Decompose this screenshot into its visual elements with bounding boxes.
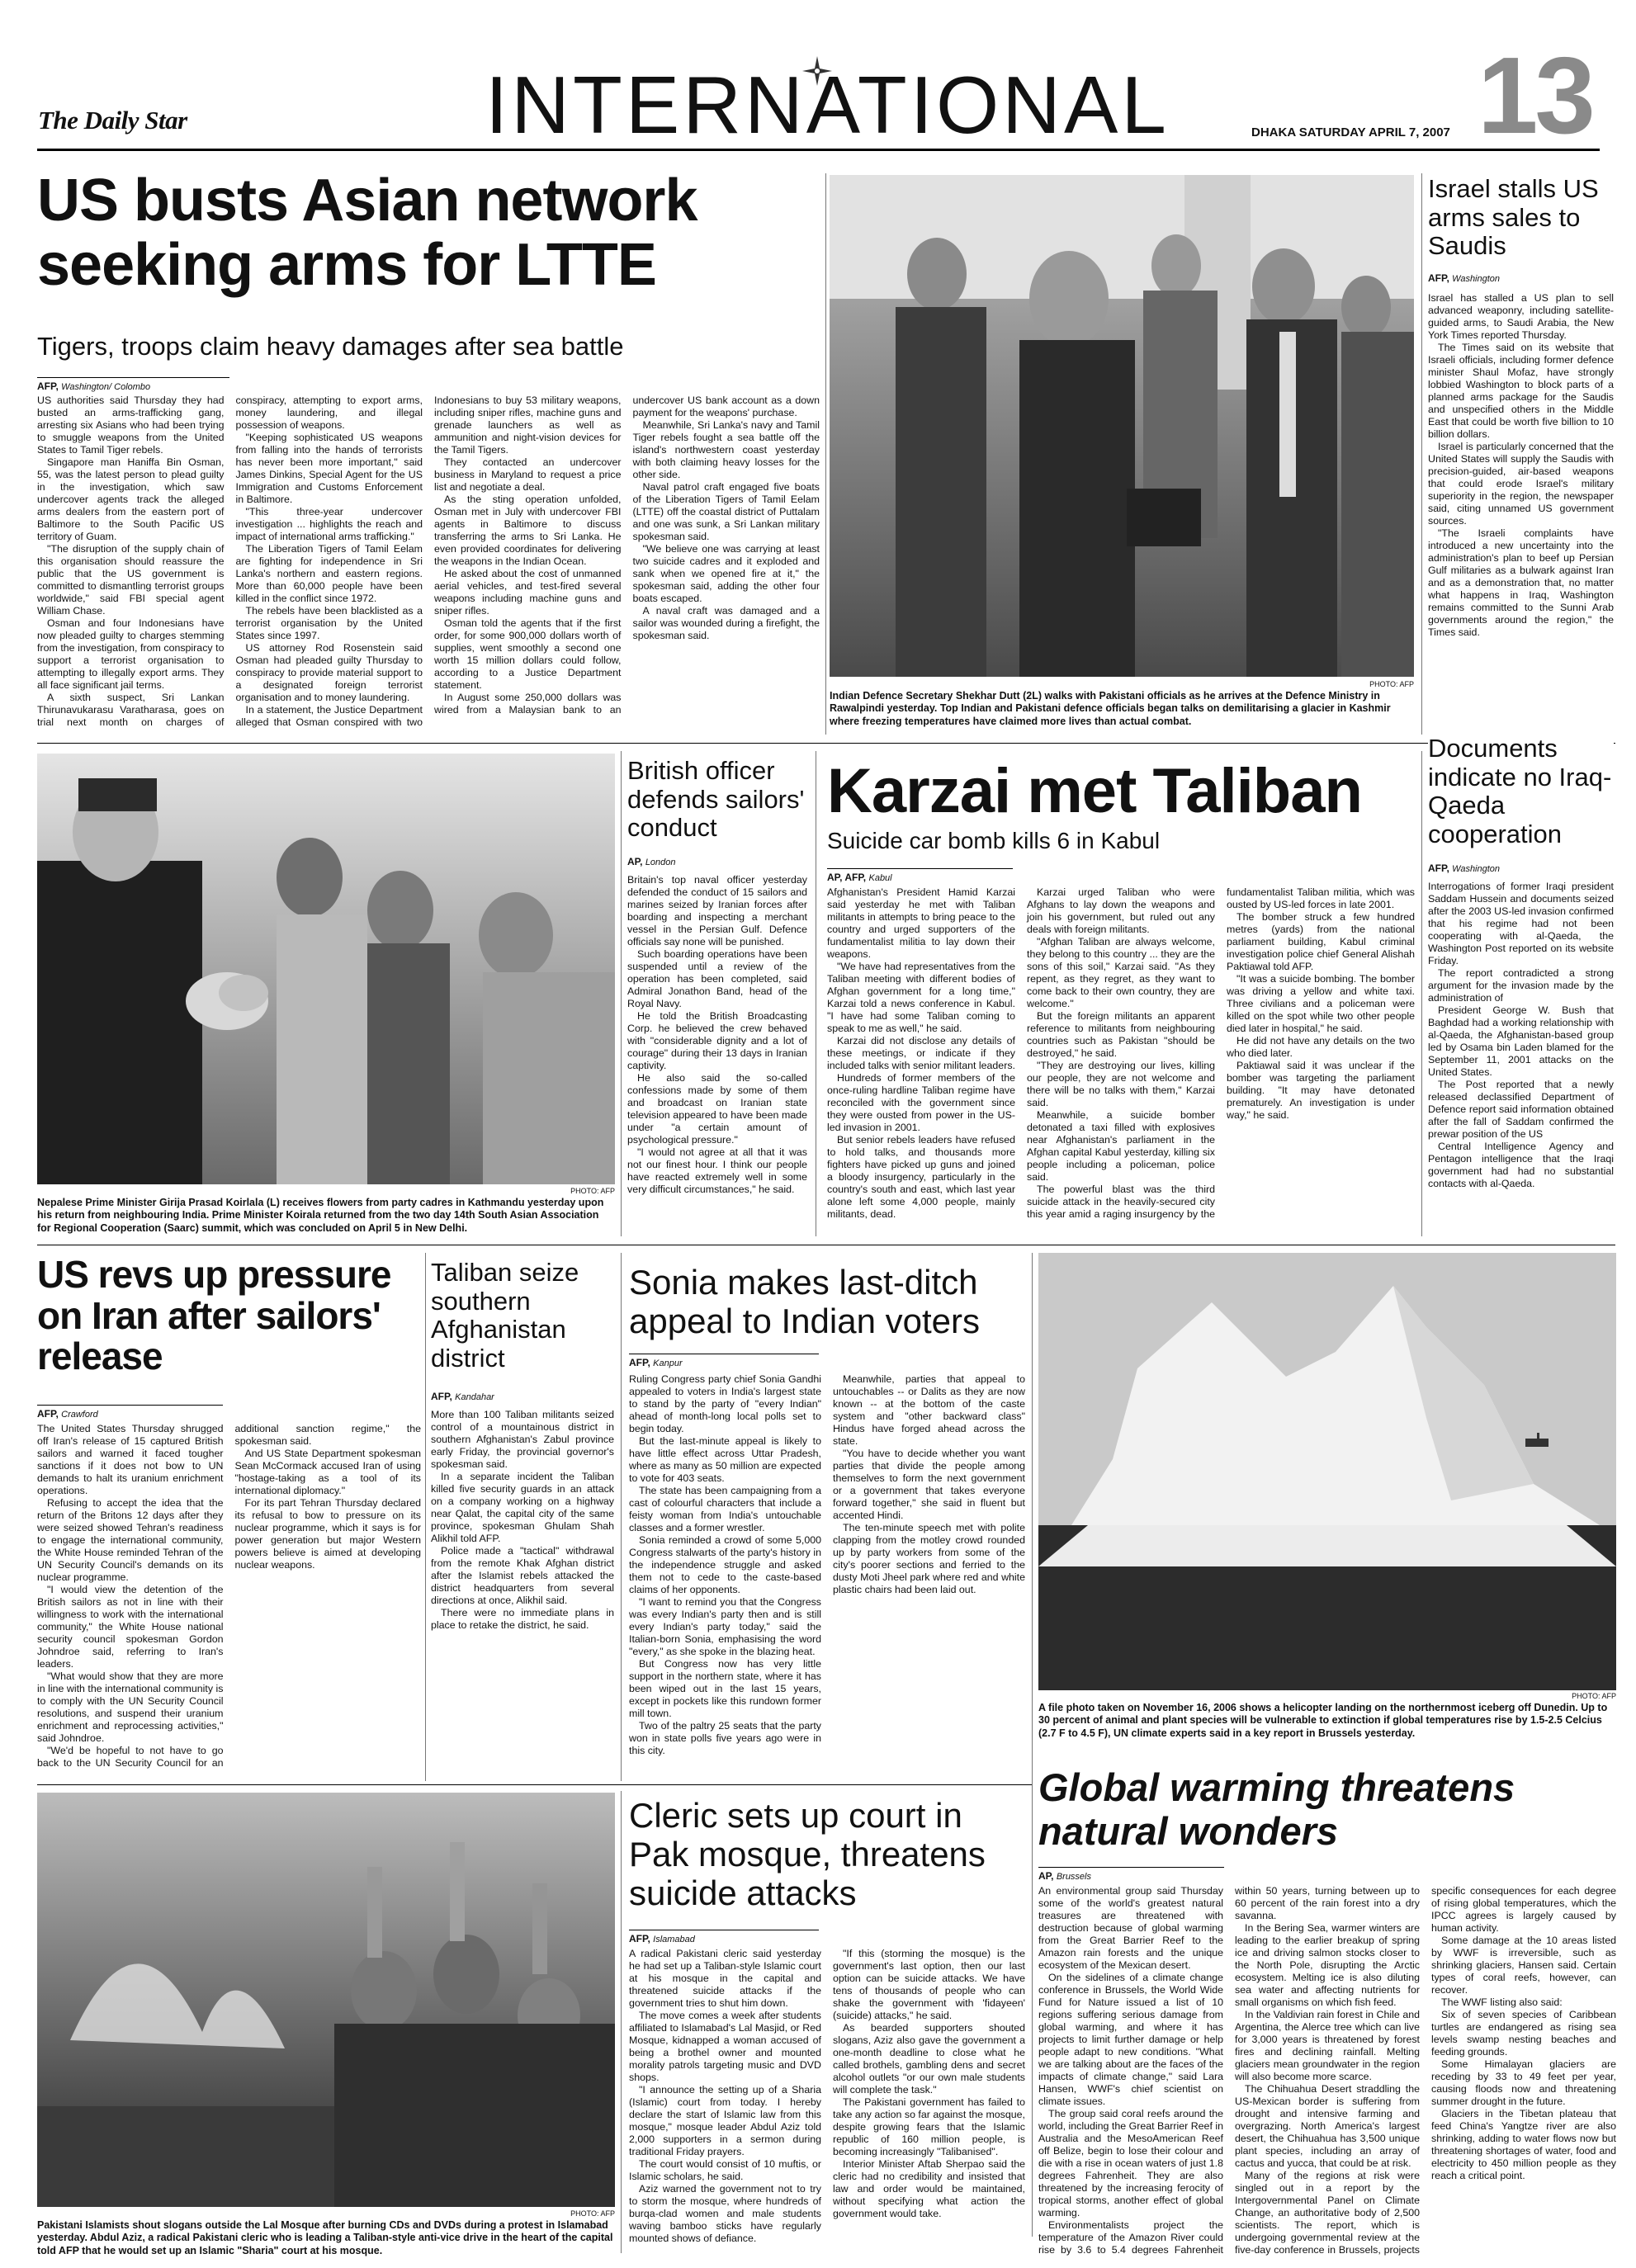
sonia-headline: Sonia makes last-ditch appeal to Indian voters bbox=[629, 1263, 980, 1341]
cleric-place: Islamabad bbox=[653, 1935, 695, 1944]
cleric-body bbox=[629, 1948, 1025, 2261]
iran-headline: US revs up pressure on Iran after sailors' release bbox=[37, 1253, 391, 1378]
body-paragraph: More than 100 Taliban militants seized control of a mountainous district in southern Afghanistan's Zabul province early Friday, the provincial governor's spokesman said. bbox=[431, 1409, 614, 1470]
ltte-agency: AFP, bbox=[37, 380, 59, 392]
body-paragraph: In the Bering Sea, warmer winters are leading to the earlier breakup of spring ice and driving salmon stocks closer to the North Pole, disrupting the Arctic ecosystem. Melting ice is also diluting sea water and affecting nutrients for small organisms on which fish feed. bbox=[1235, 1922, 1420, 2008]
british-body bbox=[627, 874, 807, 1237]
sonia-byline bbox=[629, 1354, 819, 1368]
iraq-place: Washington bbox=[1452, 864, 1501, 874]
british-headline: British officer defends sailors' conduct bbox=[627, 756, 805, 843]
nepal-prime-minister-photo bbox=[37, 754, 615, 1184]
defence-photo-caption: Indian Defence Secretary Shekhar Dutt (2L) walks with Pakistani officials as he arrives at the Defence Ministry in Rawalpindi yesterday. Top Indian and Pakistani defence officials began talks on demilitarising a glacier in Kashmir where freezing temperatures have claimed more lives than actual combat. bbox=[830, 690, 1391, 727]
iraq-agency: AFP, bbox=[1428, 862, 1449, 874]
body-paragraph: "If this (storming the mosque) is the government's last option, then our last option can be suicide attacks. We have tens of thousands of people who can shake the government with 'fidayeen' (suicide) attacks," he said. bbox=[833, 1948, 1025, 2021]
divider bbox=[425, 1253, 426, 1781]
pakistan-photo-credit: PHOTO: AFP bbox=[570, 2209, 615, 2218]
body-paragraph: Osman told the agents that if the first order, for some 900,000 dollars worth of supplies, went smoothly a second one worth 15 million dollars could follow, according to a Justice Department statement. bbox=[434, 617, 622, 691]
body-paragraph: An environmental group said Thursday some of the world's greatest natural treasures are threatened with destruction because of global warming from the Great Barrier Reef to the Amazon rain forests and the unique ecosystem of the Mexican desert. bbox=[1038, 1885, 1223, 1971]
iraq-byline bbox=[1428, 860, 1610, 874]
defence-photo-credit: PHOTO: AFP bbox=[1369, 680, 1414, 688]
body-paragraph: President George W. Bush that Baghdad had a working relationship with al-Qaeda, the Afghanistan-based group led by Osama bin Laden blamed for the September 11, 2001 attacks on the United States. bbox=[1428, 1004, 1614, 1078]
body-paragraph: Some damage at the 10 areas listed by WWF is irreversible, such as shrinking glaciers, Hansen said. Certain types of coral reefs, however, can recover. bbox=[1431, 1935, 1616, 1996]
body-paragraph: The Chihuahua Desert straddling the US-Mexican border is suffering from drought and intensive farming and overgrazing. North America's largest desert, the Chihuahua has 3,500 unique plant species, including an array of cactus and yucca, that could be at risk. bbox=[1235, 2083, 1420, 2169]
body-paragraph: The powerful blast was the third suicide attack in the heavily-secured city this year amid a raging insurgency by the fundamentalist Taliban militia, which was ousted by US-led forces in late 2001. bbox=[1027, 886, 1415, 1220]
karzai-headline: Karzai met Taliban bbox=[827, 756, 1362, 826]
body-paragraph: The move comes a week after students affiliated to Islamabad's Lal Masjid, or Red Mosque, kidnapped a woman accused of being a brothel owner and mounted morality patrols targeting music and DVD shops. bbox=[629, 2010, 821, 2083]
body-paragraph: The group said coral reefs around the world, including the Great Barrier Reef in Australia and the MesoAmerican Reef off Belize, begin to lose their colour and die with a rise in ocean waters of just 1.8 degrees Fahrenheit. They are also threatened by the increasing ferocity of tropical storms, another effect of global warming. bbox=[1038, 2108, 1223, 2218]
body-paragraph: Afghanistan's President Hamid Karzai said yesterday he met with Taliban militants in attempts to bring peace to the country and urged supporters of the fundamentalist militia to lay down their weapons. bbox=[827, 886, 1015, 960]
divider bbox=[1032, 1253, 1033, 2237]
iceberg-helicopter-photo bbox=[1038, 1253, 1616, 1690]
body-paragraph: He told the British Broadcasting Corp. he believed the crew behaved with "considerable dignity and a lot of courage" during their 13 days in Iranian captivity. bbox=[627, 1010, 807, 1071]
ltte-deck: Tigers, troops claim heavy damages after sea battle bbox=[37, 332, 624, 361]
masthead-rule bbox=[37, 149, 1600, 151]
body-paragraph: Hundreds of former members of the once-ruling hardline Taliban regime have reconciled with the government since they were ousted from power in the US-led invasion in 2001. bbox=[827, 1072, 1015, 1133]
body-paragraph: The bomber struck a few hundred metres (yards) from the national parliament building, Kabul criminal investigation police chief General Alishah Paktiawal told AFP. bbox=[1227, 911, 1415, 972]
israel-byline bbox=[1428, 270, 1610, 284]
karzai-body bbox=[827, 886, 1415, 1238]
body-paragraph: The ten-minute speech met with polite clapping from the motley crowd rounded up by party workers from some of the city's poorer sections and ferried to the dusty Moti Jheel park where red and white plastic chairs had been laid out. bbox=[833, 1522, 1025, 1595]
body-paragraph: But the foreign militants an apparent reference to militants from neighbouring countries such as Pakistan "should be destroyed," he said. bbox=[1027, 1010, 1215, 1059]
body-paragraph: But the last-minute appeal is likely to have little effect across Uttar Pradesh, where as many as 50 million are expected to vote for 403 seats. bbox=[629, 1435, 821, 1484]
body-paragraph: The Post reported that a newly released declassified Department of Defence report said information obtained after the fall of Saddam confirmed the prewar position of the US bbox=[1428, 1079, 1614, 1140]
body-paragraph: As the sting operation unfolded, Osman met in July with undercover FBI agents in Baltimore to discuss transferring the arms to Sri Lanka. He even provided coordinates for delivering the weapons in the Indian Ocean. bbox=[434, 494, 622, 567]
body-paragraph: "I would not agree at all that it was not our finest hour. I think our people have reacted extremely well in some very difficult circumstances," he said. bbox=[627, 1146, 807, 1195]
divider bbox=[621, 1791, 622, 2253]
iran-agency: AFP, bbox=[37, 1408, 59, 1420]
body-paragraph: Karzai did not disclose any details of these meetings, or indicate if they included talks with senior militant leaders. bbox=[827, 1035, 1015, 1071]
pakistan-protest-photo bbox=[37, 1793, 615, 2207]
body-paragraph: But senior rebels leaders have refused to hold talks, and thousands more fighters have picked up guns and joined a bloody insurgency, particularly in the country's south and east, which last year alone left some 4,000 people, mainly militants, dead. bbox=[827, 1134, 1015, 1220]
body-paragraph: But Congress now has very little support in the northern state, where it has been wiped out in the last 15 years, except in pockets like this rundown former mill town. bbox=[629, 1658, 821, 1719]
body-paragraph: Glaciers in the Tibetan plateau that feed China's Yangtze river are also shrinking, adding to water flows now but threatening shortages of water, food and electricity to 450 million people as they reach a critical point. bbox=[1431, 2108, 1616, 2181]
body-paragraph: The WWF listing also said: bbox=[1441, 1996, 1563, 2008]
dateline: DHAKA SATURDAY APRIL 7, 2007 bbox=[1251, 125, 1450, 139]
body-paragraph: In a statement, the Justice Department alleged that Osman conspired with two Indonesians to buy 53 military weapons, including sniper rifles, machine guns and grenade launchers as well as ammunition and night-vision devices for the Tamil Tigers. bbox=[235, 395, 622, 728]
ltte-headline: US busts Asian network seeking arms for LTTE bbox=[37, 168, 697, 298]
divider bbox=[621, 751, 622, 1236]
section-rule bbox=[37, 1784, 1032, 1785]
body-paragraph: He asked about the cost of unmanned aerial vehicles, and test-fired several weapons including machine guns and sniper rifles. bbox=[434, 568, 622, 617]
iceberg-photo-credit: PHOTO: AFP bbox=[1572, 1692, 1616, 1700]
warming-agency: AP, bbox=[1038, 1870, 1054, 1882]
body-paragraph: And US State Department spokesman Sean McCormack accused Iran of using "hostage-taking as a tool of its international diplomacy." bbox=[234, 1448, 421, 1496]
sonia-agency: AFP, bbox=[629, 1357, 650, 1368]
nepal-photo-caption: Nepalese Prime Minister Girija Prasad Koirlala (L) receives flowers from party cadres in Kathmandu yesterday upon his return from neighbouring India. Prime Minister Koirala returned from the two day 14th South Asian Association for Regional Cooperation (Saarc) summit, which was concluded on April 5 in New Delhi. bbox=[37, 1197, 604, 1234]
sonia-place: Kanpur bbox=[653, 1358, 683, 1368]
body-paragraph: A naval craft was damaged and a sailor was wounded during a firefight, the spokesman said. bbox=[632, 605, 820, 641]
body-paragraph: Britain's top naval officer yesterday defended the conduct of 15 sailors and marines seized by Iranian forces after boarding and inspecting a merchant vessel in the Persian Gulf. Defence officials say none will be punished. bbox=[627, 874, 807, 947]
taliban-district-byline bbox=[431, 1388, 612, 1402]
body-paragraph: "Keeping sophisticated US weapons from falling into the hands of terrorists has never been more important," said James Dinkins, Special Agent for the US Immigration and Customs Enforcement in Baltimore. bbox=[235, 432, 423, 505]
body-paragraph: "You have to decide whether you want parties that divide the people among themselves to form the next government or a government that takes everyone forward together," she said in fluent but accented Hindi. bbox=[833, 1448, 1025, 1521]
body-paragraph: A sixth suspect, Sri Lankan Thirunavukarasu Varatharasa, goes on trial next month on charges of conspiracy, attempting to export arms, money laundering, and illegal possession of weapons. bbox=[37, 395, 423, 728]
body-paragraph: Central Intelligence Agency and Pentagon intelligence that the Iraqi government had had no substantial contacts with al-Qaeda. bbox=[1428, 1141, 1614, 1189]
paper-logo: The Daily Star bbox=[38, 106, 187, 135]
body-paragraph: Two of the paltry 25 seats that the party won in state polls five years ago were in this city. bbox=[629, 1720, 821, 1756]
body-paragraph: Israel has stalled a US plan to sell advanced weaponry, including satellite-guided arms, to Saudi Arabia, the New York Times reported Thursday. bbox=[1428, 292, 1614, 341]
cleric-headline: Cleric sets up court in Pak mosque, threatens suicide attacks bbox=[629, 1796, 986, 1913]
iran-body bbox=[37, 1423, 421, 1771]
body-paragraph: Karzai urged Taliban who were Afghans to lay down the weapons and join his government, but ruled out any deals with foreign militants. bbox=[1027, 886, 1215, 935]
body-paragraph: On the sidelines of a climate change conference in Brussels, the World Wide Fund for Nature issued a list of 10 regions suffering serious damage from global warming, and where it has projects to limit further damage or help people adapt to new conditions. "What we are talking about are the faces of the impacts of climate change," said Lara Hansen, WWF's chief scientist on climate issues. bbox=[1038, 1972, 1223, 2107]
body-paragraph: Six of seven species of Caribbean turtles are endangered as rising sea levels swamp nesting beaches and feeding grounds. bbox=[1431, 2009, 1616, 2058]
karzai-byline bbox=[827, 868, 1013, 883]
british-place: London bbox=[645, 858, 676, 867]
body-paragraph: Many of the regions at risk were singled out in a report by the Intergovernmental Panel on Climate Change, an authoritative body of 2,500 scientists. The report, which is undergoing governmental review at the five-day conference in Brussels, projects specific consequences for each degree of rising global temperatures, which the IPCC agrees is largely caused by human activity. bbox=[1235, 1885, 1616, 2256]
ltte-body bbox=[37, 395, 820, 730]
taliban-district-headline: Taliban seize southern Afghanistan district bbox=[431, 1258, 579, 1373]
body-paragraph: US authorities said Thursday they had busted an arms-trafficking gang, arresting six Asians who had been trying to smuggle weapons from the United States to Tamil Tiger rebels. bbox=[37, 395, 225, 456]
defence-ministry-photo bbox=[830, 175, 1414, 677]
warming-byline bbox=[1038, 1867, 1224, 1882]
body-paragraph: Some Himalayan glaciers are receding by 33 to 49 feet per year, causing floods now and threatening summer drought in the future. bbox=[1431, 2058, 1616, 2107]
body-paragraph: Naval patrol craft engaged five boats of the Liberation Tigers of Tamil Eelam (LTTE) off the coastal district of Puttalam and one was sunk, a Sri Lankan military spokesman said. bbox=[632, 481, 820, 542]
taliban-district-agency: AFP, bbox=[431, 1391, 452, 1402]
body-paragraph: A radical Pakistani cleric said yesterday he had set up a Taliban-style Islamic court at his mosque in the capital and threatened suicide attacks if the government tries to shut him down. bbox=[629, 1948, 821, 2009]
body-paragraph: The Liberation Tigers of Tamil Eelam are fighting for independence in Sri Lanka's northern and eastern regions. More than 60,000 people have been killed in the conflict since 1972. bbox=[235, 543, 423, 604]
body-paragraph: Such boarding operations have been suspended until a review of the operation has been completed, said Admiral Jonathon Band, head of the Royal Navy. bbox=[627, 948, 807, 1009]
iraq-body bbox=[1428, 881, 1614, 1237]
body-paragraph: Israel is particularly concerned that the United States will supply the Saudis with precision-guided, air-based weapons that could erode Israel's military superiority in the region, the newspaper said, citing unnamed US government sources. bbox=[1428, 441, 1614, 527]
body-paragraph: Meanwhile, parties that appeal to untouchables -- or Dalits as they are now known -- at the bottom of the caste system and "other backward class" Hindus have forged ahead across the state. bbox=[833, 1373, 1025, 1447]
cleric-byline bbox=[629, 1930, 819, 1944]
iraq-headline: Documents indicate no Iraq-Qaeda cooperation bbox=[1428, 731, 1614, 849]
iran-byline bbox=[37, 1405, 223, 1420]
karzai-agency: AP, AFP, bbox=[827, 872, 867, 883]
body-paragraph: The rebels have been blacklisted as a terrorist organisation by the United States since 1997. bbox=[235, 605, 423, 641]
body-paragraph: In a separate incident the Taliban killed five security guards in an attack on a company working on a highway near Qalat, the capital city of the same province, spokesman Ghulam Shah Alikhil told AFP. bbox=[431, 1471, 614, 1544]
warming-place: Brussels bbox=[1056, 1872, 1091, 1882]
body-paragraph: "This three-year undercover investigation ... highlights the reach and impact of international arms trafficking." bbox=[235, 506, 423, 542]
body-paragraph: Osman and four Indonesians have now pleaded guilty to charges stemming from the investigation, from conspiracy to support a terrorist organisation to attempting to illegally export arms. They all face significant jail terms. bbox=[37, 617, 225, 691]
section-rule bbox=[37, 743, 1615, 744]
warming-body bbox=[1038, 1885, 1616, 2261]
body-paragraph: Aziz warned the government not to try to storm the mosque, where hundreds of burqa-clad women and male students waving bamboo sticks have regularly mounted shows of defiance. bbox=[629, 2183, 821, 2244]
body-paragraph: "Afghan Taliban are always welcome, they belong to this country ... they are the sons of this soil," Karzai said. "As they repent, as they regret, as they want to come back to their own country, they are welcome." bbox=[1027, 936, 1215, 1009]
karzai-deck: Suicide car bomb kills 6 in Kabul bbox=[827, 828, 1161, 853]
body-paragraph: He did not have any details on the two who died later. bbox=[1227, 1035, 1415, 1059]
cleric-agency: AFP, bbox=[629, 1933, 650, 1944]
body-paragraph: "We believe one was carrying at least two suicide cadres and it exploded and sank when we opened fire at it," the spokesman said, adding the other four boats escaped. bbox=[632, 543, 820, 604]
body-paragraph: "It was a suicide bombing. The bomber was driving a yellow and white taxi. Three civilians and a policeman were killed on the spot while two other people died later in hospital," he said. bbox=[1227, 973, 1415, 1034]
body-paragraph: Refusing to accept the idea that the return of the Britons 12 days after they were seized showed Tehran's readiness to engage the international community, the White House reminded Tehran of the UN Security Council's demands on its nuclear programme. bbox=[37, 1497, 224, 1583]
iran-place: Crawford bbox=[61, 1410, 98, 1420]
body-paragraph: In the Valdivian rain forest in Chile and Argentina, the Alerce tree which can live for 3,000 years is threatened by forest fires and declining rainfall. Melting glaciers mean groundwater in the region will also become more scarce. bbox=[1235, 2009, 1420, 2082]
body-paragraph: The court would consist of 10 muftis, or Islamic scholars, he said. bbox=[629, 2158, 821, 2182]
body-paragraph: "What would show that they are more in line with the international community is to comply with the UN Security Council resolutions, and suspend their uranium enrichment and reprocessing activities," said Johndroe. bbox=[37, 1670, 224, 1744]
nepal-photo-credit: PHOTO: AFP bbox=[570, 1187, 615, 1195]
body-paragraph: Sonia reminded a crowd of some 5,000 Congress stalwarts of the party's history in the independence struggle and asked them not to cede to the caste-based claims of her opponents. bbox=[629, 1534, 821, 1595]
body-paragraph: US attorney Rod Rosenstein said Osman had pleaded guilty Thursday to conspiracy to provide material support to a designated foreign terrorist organisation and to money laundering. bbox=[235, 642, 423, 703]
body-paragraph: For its part Tehran Thursday declared its refusal to bow to pressure on its nuclear programme, which it says is for power generation but major Western powers believe is aimed at developing nuclear weapons. bbox=[234, 1497, 421, 1571]
body-paragraph: Interior Minister Aftab Sherpao said the cleric had no credibility and insisted that law and order would be maintained, without specifying what action the government would take. bbox=[833, 2158, 1025, 2219]
body-paragraph: Ruling Congress party chief Sonia Gandhi appealed to voters in India's largest state to stand by the party of "every Indian" ahead of month-long local polls set to begin today. bbox=[629, 1373, 821, 1434]
sonia-body bbox=[629, 1373, 1025, 1774]
section-title: INTERNATIONAL bbox=[485, 59, 1170, 150]
taliban-district-place: Kandahar bbox=[455, 1392, 494, 1402]
karzai-place: Kabul bbox=[868, 873, 892, 883]
israel-place: Washington bbox=[1452, 274, 1501, 284]
body-paragraph: "I announce the setting up of a Sharia (Islamic) court from today. I hereby declare the start of Islamic law from this mosque," mosque leader Abdul Aziz told 2,000 supporters in a sermon during traditional Friday prayers. bbox=[629, 2084, 821, 2157]
body-paragraph: "They are destroying our lives, killing our people, they are not welcome and there will be no talks with them," Karzai said. bbox=[1027, 1060, 1215, 1108]
body-paragraph: There were no immediate plans in place to retake the district, he said. bbox=[431, 1607, 614, 1631]
body-paragraph: They contacted an undercover business in Maryland to request a price list and negotiate a deal. bbox=[434, 456, 622, 493]
taliban-district-body bbox=[431, 1409, 614, 1772]
body-paragraph: Meanwhile, Sri Lanka's navy and Tamil Tiger rebels fought a sea battle off the island's northwestern coast yesterday with both claiming heavy losses for the other side. bbox=[632, 419, 820, 480]
british-byline bbox=[627, 853, 807, 867]
body-paragraph: The Times said on its website that Israeli officials, including former defence minister Shaul Mofaz, have strongly lobbied Washington to block parts of a planned arms package for the Saudis and unspecified others in the Middle East that could be worth five billion to 10 billion dollars. bbox=[1428, 342, 1614, 440]
divider bbox=[1421, 751, 1422, 1236]
body-paragraph: Environmentalists project the temperature of the Amazon River could rise by 3.6 to 5.4 degrees Fahrenheit within 50 years, turning between up to 60 percent of the rain forest into a dry savanna. bbox=[1038, 1885, 1420, 2256]
body-paragraph: In August some 250,000 dollars was wired from a Malaysian bank to an undercover US bank account as a down payment for the weapons' purchase. bbox=[434, 395, 820, 716]
ltte-byline bbox=[37, 377, 229, 392]
body-paragraph: "The disruption of the supply chain of this organisation should reassure the public that the US government is committed to dismantling terrorist groups worldwide," said FBI special agent William Chase. bbox=[37, 543, 225, 617]
body-paragraph: The Pakistani government has failed to take any action so far against the mosque, despite growing fears that the Islamic republic of 160 million people, is becoming increasingly "Talibanised". bbox=[833, 2096, 1025, 2157]
british-agency: AP, bbox=[627, 856, 643, 867]
body-paragraph: The report contradicted a strong argument for the invasion made by the administration of bbox=[1428, 967, 1614, 1004]
page-number: 13 bbox=[1478, 35, 1592, 156]
israel-headline: Israel stalls US arms sales to Saudis bbox=[1428, 174, 1599, 261]
body-paragraph: The state has been campaigning from a cast of colourful characters that include a feisty woman from India's untouchable classes and a former wrestler. bbox=[629, 1485, 821, 1533]
body-paragraph: "The Israeli complaints have introduced a new uncertainty into the administration's plan to beef up Persian Gulf militaries as a bulwark against Iran and as a demonstration that, no matter what happens in Iraq, Washington remains committed to the Sunni Arab governments around the region," the Times said. bbox=[1428, 527, 1614, 638]
divider bbox=[1421, 173, 1422, 735]
body-paragraph: Interrogations of former Iraqi president Saddam Hussein and documents seized after the 2003 US-led invasion confirmed that his regime had not been cooperating with al-Qaeda, the Washington Post reported on its website Friday. bbox=[1428, 881, 1614, 966]
israel-body bbox=[1428, 292, 1614, 730]
israel-agency: AFP, bbox=[1428, 272, 1449, 284]
divider bbox=[825, 173, 826, 735]
body-paragraph: "I would view the detention of the British sailors as not in line with their willingness to work with the international community," the White House national security council spokesman Gordon Johndroe said, referring to Iran's leaders. bbox=[37, 1584, 224, 1670]
warming-headline: Global warming threatens natural wonders bbox=[1038, 1765, 1515, 1853]
body-paragraph: "We'd be hopeful to not have to go back to the UN Security Council for an additional sanction regime," the spokesman said. bbox=[37, 1423, 421, 1769]
body-paragraph: He also said the so-called confessions made by some of them and broadcast on Iranian state television appeared to have been made under "a certain amount of psychological pressure." bbox=[627, 1072, 807, 1146]
body-paragraph: The United States Thursday shrugged off Iran's release of 15 captured British sailors and warned it faced tougher sanctions if it does not bow to UN demands to halt its uranium enrichment operations. bbox=[37, 1423, 224, 1496]
body-paragraph: "We have had representatives from the Taliban meeting with different bodies of Afghan government for a long time," Karzai told a news conference in Kabul. "I have had some Taliban coming to speak to me as well," he said. bbox=[827, 961, 1015, 1034]
body-paragraph: "I want to remind you that the Congress was every Indian's party then and is still every Indian's party today," said the Italian-born Sonia, emphasising the word "every," as she spoke in the blazing heat. bbox=[629, 1596, 821, 1657]
divider bbox=[621, 1253, 622, 1781]
ltte-place: Washington/ Colombo bbox=[61, 382, 151, 392]
body-paragraph: Singapore man Haniffa Bin Osman, 55, was the latest person to plead guilty in the investigation, which saw undercover agents track the alleged arms dealers from the eastern port of Baltimore to the South Pacific US territory of Guam. bbox=[37, 456, 225, 542]
iceberg-photo-caption: A file photo taken on November 16, 2006 shows a helicopter landing on the northernmost iceberg off Dunedin. Up to 30 percent of animal and plant species will be vulnerable to extinction if global temperatures rise by 1.5-2.5 Celcius (2.7 F to 4.5 F), UN climate experts said in a key report in Brussels yesterday. bbox=[1038, 1702, 1608, 1739]
body-paragraph: Paktiawal said it was unclear if the bomber was targeting the parliament building. "It may have detonated prematurely. An investigation is under way," he said. bbox=[1227, 1060, 1415, 1121]
body-paragraph: Meanwhile, a suicide bomber detonated a taxi filled with explosives near Afghanistan's parliament in the Afghan capital Kabul yesterday, killing six people including a policeman, police said. bbox=[1027, 1109, 1215, 1183]
body-paragraph: As bearded supporters shouted slogans, Aziz also gave the government a one-month deadline to close what he called brothels, gambling dens and secret alcohol outlets "or our own male students will complete the task." bbox=[833, 2022, 1025, 2096]
pakistan-photo-caption: Pakistani Islamists shout slogans outside the Lal Mosque after burning CDs and DVDs during a protest in Islamabad yesterday. Abdul Aziz, a radical Pakistani cleric who is leading a Taliban-style anti-vice drive in the heart of the capital told AFP that he would set up an Islamic "Sharia" court at his mosque. bbox=[37, 2219, 613, 2256]
body-paragraph: Police made a "tactical" withdrawal from the remote Khak Afghan district after the Islamist rebels attacked the district headquarters from several directions at once, Alikhil said. bbox=[431, 1545, 614, 1606]
